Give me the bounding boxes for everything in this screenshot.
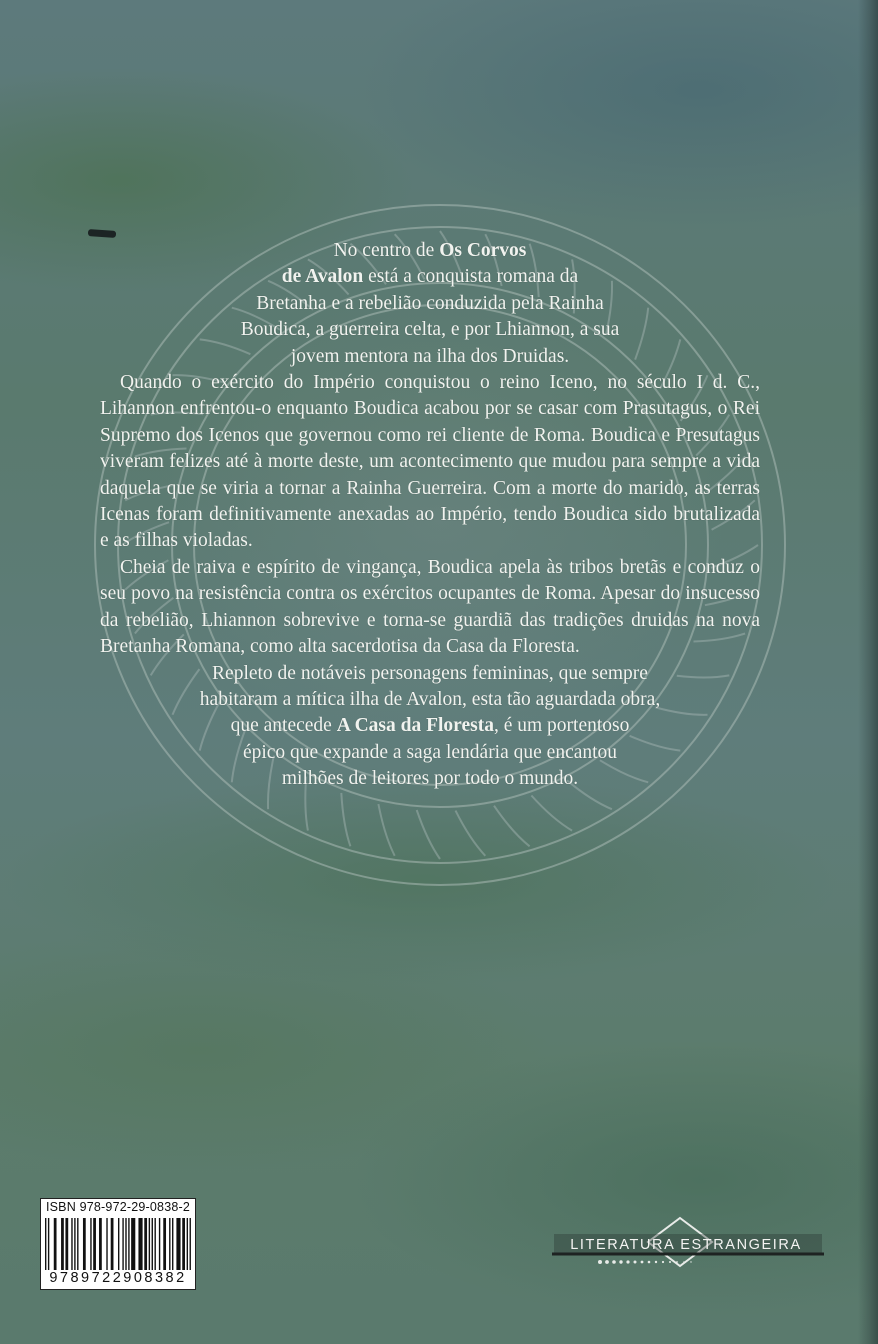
- barcode-bar: [125, 1218, 126, 1270]
- logo-dot: [683, 1261, 685, 1263]
- knot-strand: [494, 806, 530, 847]
- barcode-bar: [172, 1218, 173, 1270]
- isbn-barcode-label: [40, 1198, 196, 1290]
- barcode-bar: [71, 1218, 72, 1270]
- barcode-bar: [187, 1218, 188, 1270]
- barcode-bar: [93, 1218, 96, 1270]
- blurb-closing: [100, 661, 760, 793]
- barcode-bar: [128, 1218, 129, 1270]
- barcode-bar: [131, 1218, 135, 1270]
- logo-dot: [648, 1261, 651, 1264]
- closing-line-4: épico que expande a saga lendária que encantou: [242, 741, 618, 763]
- logo-dot: [605, 1260, 609, 1264]
- logo-dot: [598, 1260, 602, 1264]
- logo-dot: [676, 1261, 678, 1263]
- barcode-bar: [122, 1218, 123, 1270]
- knot-strand: [378, 804, 394, 856]
- barcode-bar: [83, 1218, 86, 1270]
- barcode-icon: [45, 1218, 191, 1270]
- logo-dot: [669, 1261, 671, 1263]
- barcode-bar: [90, 1218, 91, 1270]
- barcode-bar: [155, 1218, 156, 1270]
- closing-line-2: habitaram a mítica ilha de Avalon, esta tão aguardada obra,: [199, 688, 661, 710]
- logo-dot: [641, 1261, 644, 1264]
- barcode-bar: [99, 1218, 102, 1270]
- barcode-bar: [169, 1218, 170, 1270]
- blurb-intro: [100, 238, 760, 370]
- logo-dot: [612, 1260, 616, 1264]
- barcode-bar: [159, 1218, 160, 1270]
- logo-dot: [619, 1260, 622, 1263]
- closing-line-5: milhões de leitores por todo o mundo.: [281, 768, 579, 790]
- logo-dot: [626, 1260, 629, 1263]
- intro-line-4: Boudica, a guerreira celta, e por Lhiannon, a sua: [240, 319, 620, 341]
- barcode-bar: [77, 1218, 78, 1270]
- barcode-bar: [176, 1218, 180, 1270]
- barcode-bar: [111, 1218, 114, 1270]
- logo-dot: [634, 1261, 637, 1264]
- barcode-bar: [163, 1218, 166, 1270]
- blurb-text: [100, 238, 760, 793]
- intro-line-1: No centro de Os Corvos: [333, 240, 527, 261]
- barcode-bar: [118, 1218, 119, 1270]
- barcode-bar: [74, 1218, 75, 1270]
- book-title-part-2: de Avalon: [281, 266, 364, 288]
- related-title: A Casa da Floresta: [336, 715, 494, 737]
- intro-line-2: de Avalon está a conquista romana da: [281, 266, 579, 288]
- logo-dot: [690, 1261, 691, 1262]
- isbn-text: ISBN 978-972-29-0838-2: [45, 1200, 191, 1214]
- barcode-bar: [138, 1218, 142, 1270]
- barcode-bar: [65, 1218, 68, 1270]
- intro-line-3: Bretanha e a rebelião conduzida pela Rainha: [256, 292, 604, 314]
- barcode-bar: [45, 1218, 46, 1270]
- barcode-number: 9789722908382: [49, 1270, 187, 1286]
- barcode-bar: [61, 1218, 64, 1270]
- barcode-bar: [190, 1218, 191, 1270]
- barcode-bar: [149, 1218, 150, 1270]
- knot-strand: [417, 810, 440, 859]
- closing-line-3: que antecede A Casa da Floresta, é um portentoso: [230, 715, 630, 737]
- barcode-bar: [144, 1218, 147, 1270]
- knot-strand: [531, 796, 572, 831]
- knot-strand: [341, 793, 350, 846]
- barcode-bar: [106, 1218, 107, 1270]
- publisher-logo-text: LITERATURA ESTRANGEIRA: [570, 1237, 802, 1253]
- blurb-paragraph-2: Quando o exército do Império conquistou o reino Iceno, no século I d. C., Lihannon enfrentou-o enquanto Boudica acabou por se casar com Prasutagus, o Rei Supremo dos Icenos que governou como rei cliente de Roma. Boudica e Presutagus viveram felizes até à morte deste, um acontecimento que mudou para sempre a vida daquela que se viria a tornar a Rainha Guerreira. Com a morte do marido, as terras Icenas foram definitivamente anexadas ao Império, tendo Boudica sido brutalizada e as filhas violadas.: [100, 372, 760, 552]
- barcode-bar: [48, 1218, 49, 1270]
- barcode-bar: [152, 1218, 153, 1270]
- logo-dot: [655, 1261, 657, 1263]
- logo-dot: [662, 1261, 664, 1263]
- book-title-part-1: Os Corvos: [439, 240, 527, 261]
- barcode-bar: [54, 1218, 57, 1270]
- knot-strand: [456, 811, 486, 856]
- blurb-paragraph-3: Cheia de raiva e espírito de vingança, Boudica apela às tribos bretãs e conduz o seu povo na resistência contra os exércitos ocupantes de Roma. Apesar do insucesso da rebelião, Lhiannon sobrevive e torna-se guardiã das tradições druidas na nova Bretanha Romana, como alta sacerdotisa da Casa da Floresta.: [100, 556, 760, 658]
- barcode-bar: [182, 1218, 185, 1270]
- intro-line-5: jovem mentora na ilha dos Druidas.: [290, 345, 570, 367]
- closing-line-1: Repleto de notáveis personagens femininas, que sempre: [212, 662, 648, 684]
